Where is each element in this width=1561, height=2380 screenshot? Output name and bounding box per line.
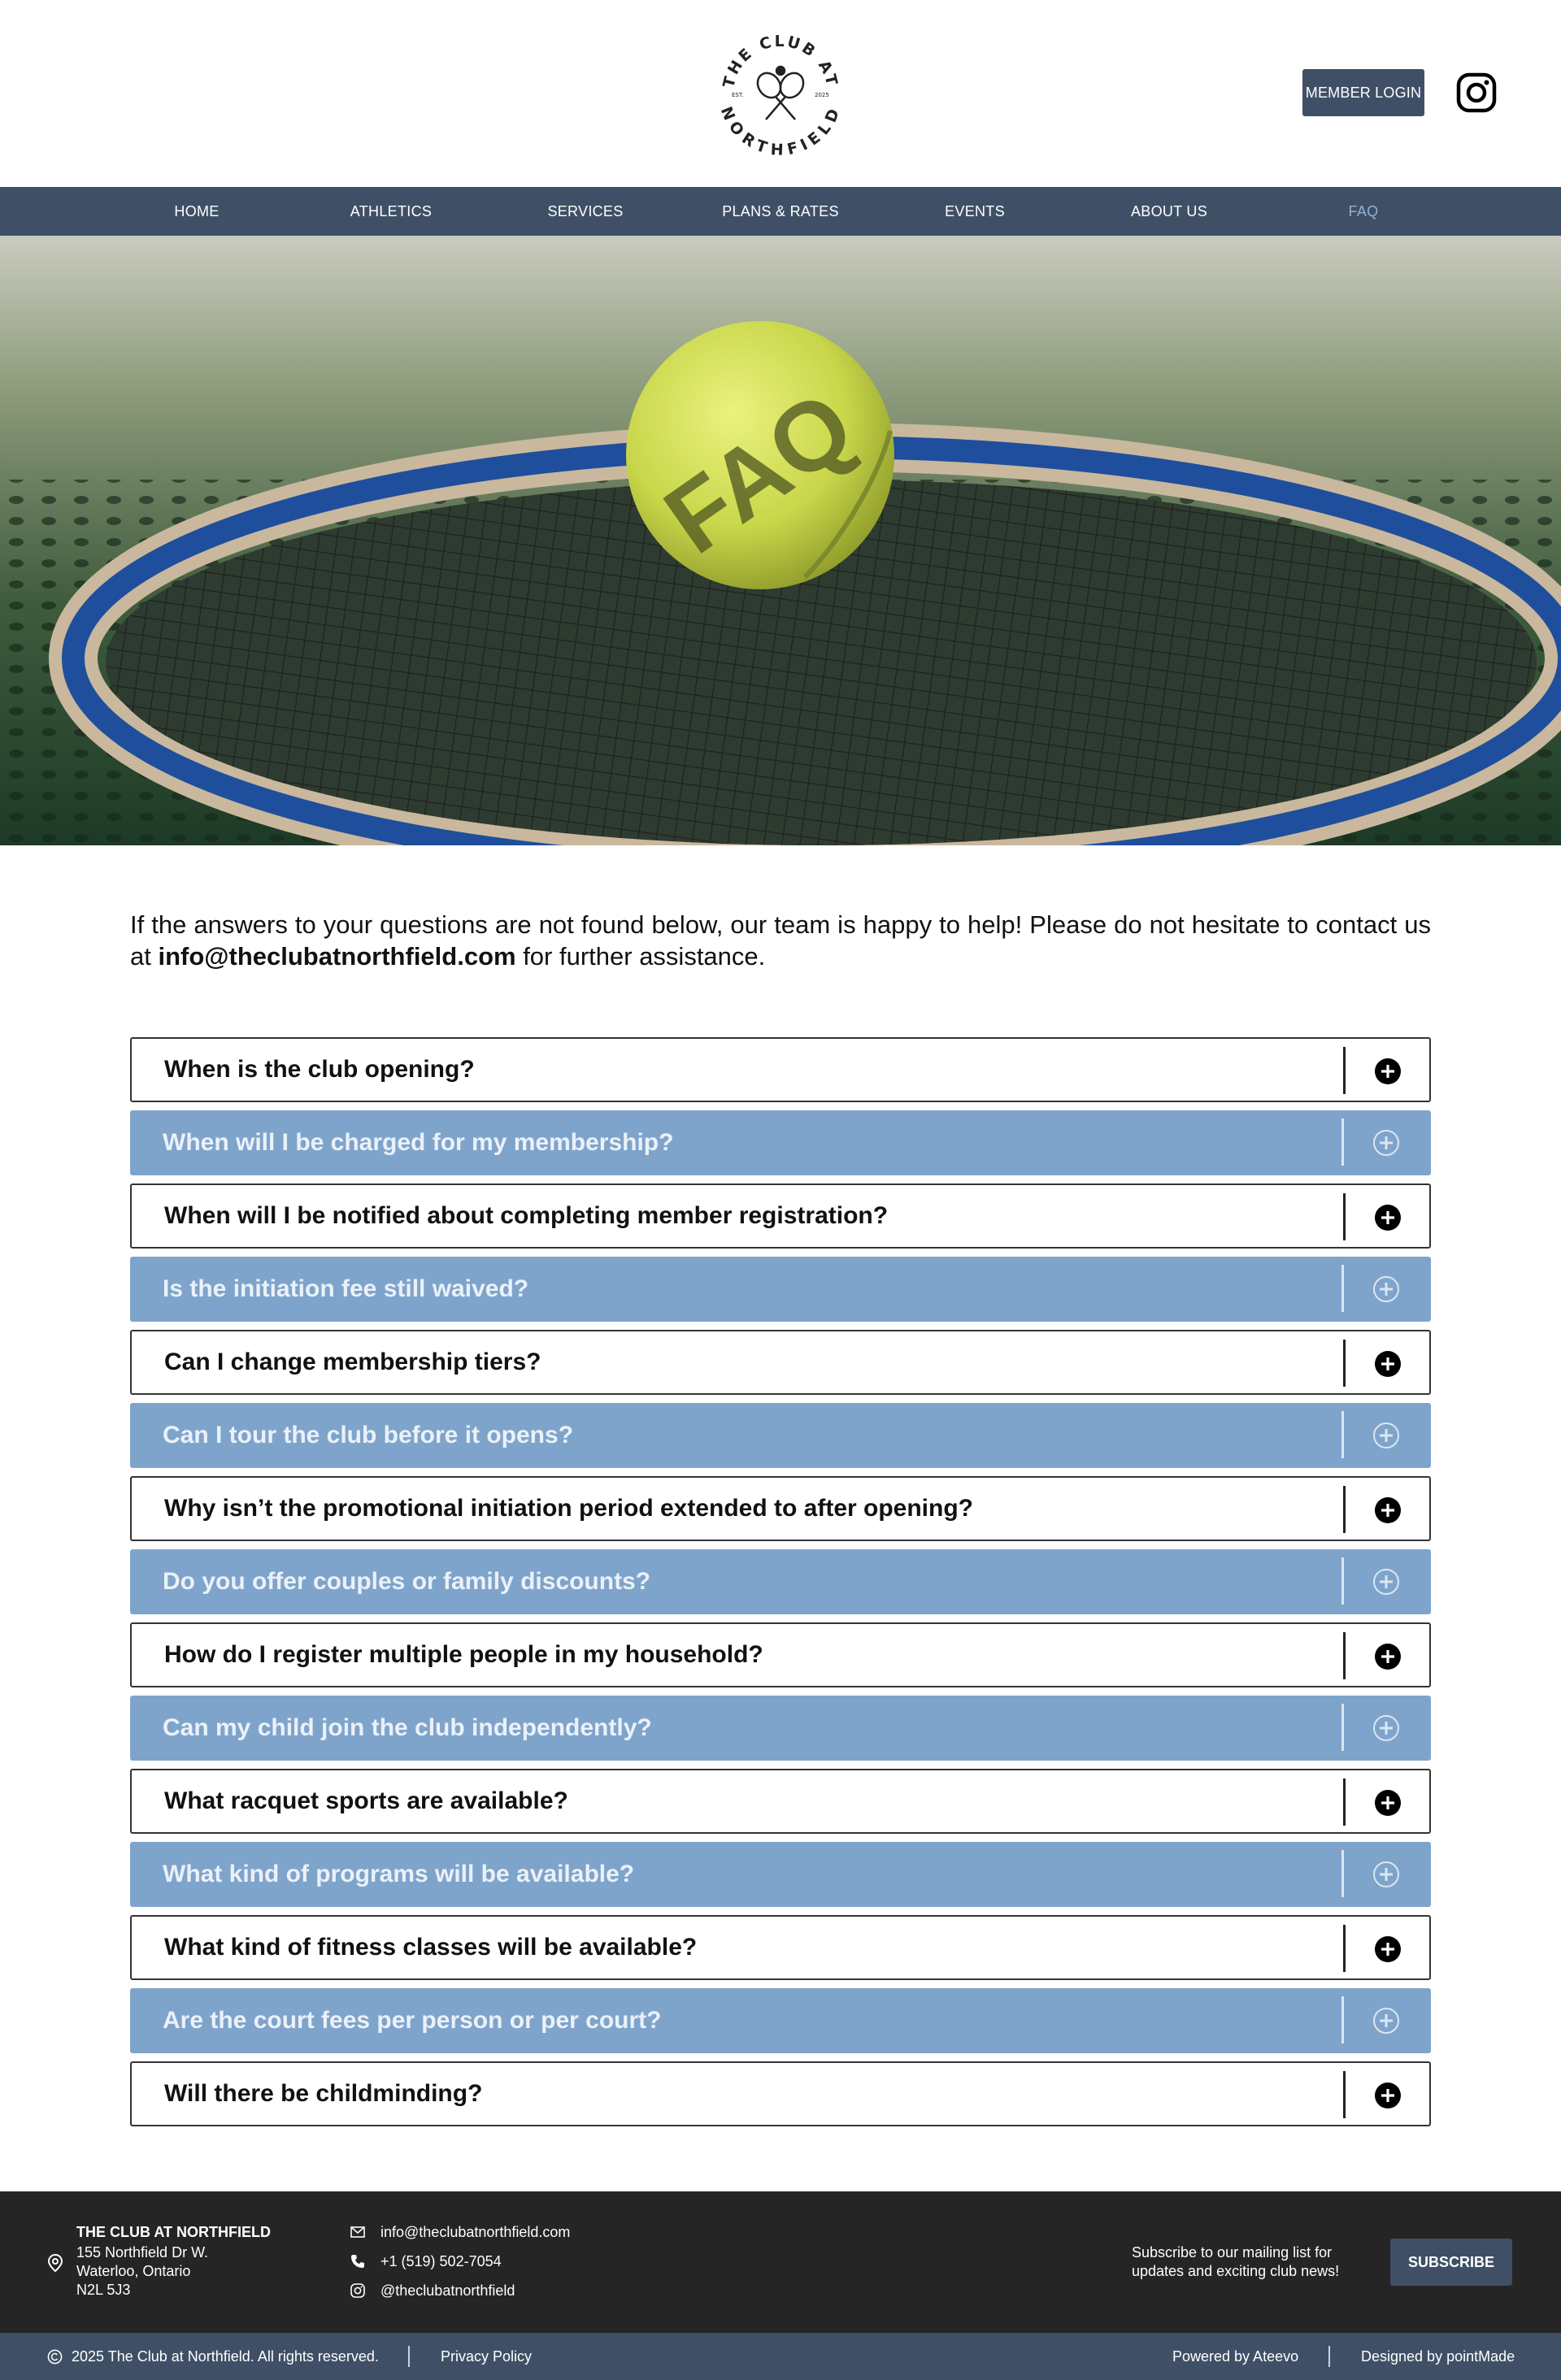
logo-arc-top: THE CLUB AT: [720, 32, 841, 90]
faq-question: Will there be childminding?: [164, 2080, 483, 2107]
faq-divider: [1341, 1704, 1344, 1751]
footer-email-link[interactable]: info@theclubatnorthfield.com: [380, 2224, 571, 2240]
intro-text-after: for further assistance.: [515, 942, 766, 971]
svg-text:THE CLUB AT: [720, 33, 841, 89]
faq-question: Do you offer couples or family discounts?: [163, 1568, 651, 1595]
plus-circle-icon[interactable]: [1372, 1422, 1400, 1449]
faq-item[interactable]: [130, 1257, 1431, 1322]
address-line: 155 Northfield Dr W.: [76, 2244, 209, 2261]
plus-circle-icon[interactable]: [1374, 1350, 1402, 1378]
faq-item[interactable]: [130, 1549, 1431, 1614]
crossed-racquets-icon: [753, 67, 808, 119]
plus-circle-icon[interactable]: [1374, 1496, 1402, 1524]
instagram-icon[interactable]: [1455, 72, 1498, 114]
faq-item[interactable]: [130, 1403, 1431, 1468]
faq-question: Is the initiation fee still waived?: [163, 1275, 529, 1302]
nav-item-plans-rates[interactable]: PLANS & RATES: [722, 202, 839, 219]
footer-bottom-bar: [0, 2333, 1561, 2380]
faq-question: What kind of programs will be available?: [163, 1861, 635, 1887]
faq-question: When will I be charged for my membership?: [163, 1129, 674, 1156]
subscribe-button[interactable]: SUBSCRIBE: [1390, 2239, 1512, 2286]
faq-item[interactable]: [130, 1476, 1431, 1541]
faq-divider: [1343, 1340, 1346, 1387]
intro-text-before: If the answers to your questions are not found below, our team is happy to help! Please do not hesitate to contact us at: [130, 910, 1431, 971]
faq-divider: [1341, 1557, 1344, 1605]
designed-by-link[interactable]: Designed by pointMade: [1361, 2347, 1515, 2365]
site-header: [0, 0, 1561, 187]
faq-divider: [1341, 1996, 1344, 2043]
subscribe-text: Subscribe to our mailing list for updates and exciting club news!: [1132, 2244, 1340, 2279]
location-pin-icon: [47, 2253, 63, 2273]
faq-item[interactable]: [130, 1330, 1431, 1395]
svg-text:NORTHFIELD: [717, 104, 844, 159]
nav-item-faq[interactable]: FAQ: [1348, 202, 1379, 219]
plus-circle-icon[interactable]: [1374, 1643, 1402, 1670]
logo-arc-bottom: NORTHFIELD: [716, 104, 845, 159]
faq-question: What kind of fitness classes will be available?: [164, 1934, 698, 1961]
faq-divider: [1341, 1118, 1344, 1166]
faq-divider: [1343, 1486, 1346, 1533]
faq-item[interactable]: [130, 2061, 1431, 2126]
faq-item[interactable]: [130, 1037, 1431, 1102]
nav-item-athletics[interactable]: ATHLETICS: [350, 202, 433, 219]
faq-question: When will I be notified about completing member registration?: [164, 1202, 889, 1229]
faq-question: Can my child join the club independently?: [163, 1714, 652, 1741]
plus-circle-icon[interactable]: [1374, 1204, 1402, 1231]
faq-divider: [1341, 1265, 1344, 1312]
faq-question: How do I register multiple people in my household?: [164, 1641, 763, 1668]
mail-icon: [350, 2224, 366, 2240]
phone-icon: [350, 2253, 366, 2269]
faq-question: Why isn’t the promotional initiation period extended to after opening?: [164, 1495, 973, 1522]
faq-question: Can I change membership tiers?: [164, 1349, 541, 1375]
faq-item[interactable]: [130, 1842, 1431, 1907]
footer-divider: [1328, 2346, 1330, 2367]
logo-year: 2025: [815, 92, 829, 98]
nav-item-home[interactable]: HOME: [174, 202, 220, 219]
faq-item[interactable]: [130, 1622, 1431, 1687]
plus-circle-icon[interactable]: [1372, 1129, 1400, 1157]
ball-faq-text: FAQ: [646, 370, 873, 575]
faq-divider: [1341, 1850, 1344, 1897]
faq-intro: [130, 909, 1431, 972]
plus-circle-icon[interactable]: [1374, 1058, 1402, 1085]
powered-by-link[interactable]: Powered by Ateevo: [1172, 2347, 1299, 2365]
faq-divider: [1343, 2071, 1346, 2118]
faq-divider: [1343, 1925, 1346, 1972]
faq-item[interactable]: [130, 1183, 1431, 1249]
plus-circle-icon[interactable]: [1372, 1714, 1400, 1742]
privacy-policy-link[interactable]: Privacy Policy: [441, 2347, 533, 2365]
faq-question: Are the court fees per person or per court?: [163, 2007, 662, 2034]
site-footer: [0, 2191, 1561, 2333]
plus-circle-icon[interactable]: [1372, 1568, 1400, 1596]
faq-question: What racquet sports are available?: [164, 1787, 568, 1814]
footer-instagram-link[interactable]: @theclubatnorthfield: [380, 2282, 515, 2299]
faq-divider: [1343, 1778, 1346, 1826]
plus-circle-icon[interactable]: [1372, 1861, 1400, 1888]
copyright-text: 2025 The Club at Northfield. All rights reserved.: [72, 2347, 379, 2365]
logo-est: EST.: [732, 92, 744, 98]
faq-item[interactable]: [130, 1696, 1431, 1761]
faq-item[interactable]: [130, 1110, 1431, 1175]
nav-item-events[interactable]: EVENTS: [945, 202, 1005, 219]
plus-circle-icon[interactable]: [1374, 2082, 1402, 2109]
faq-divider: [1343, 1193, 1346, 1240]
faq-item[interactable]: [130, 1915, 1431, 1980]
footer-phone-link[interactable]: +1 (519) 502-7054: [380, 2253, 502, 2269]
nav-item-about-us[interactable]: ABOUT US: [1130, 202, 1208, 219]
nav-item-services[interactable]: SERVICES: [547, 202, 624, 219]
plus-circle-icon[interactable]: [1374, 1789, 1402, 1817]
faq-item[interactable]: [130, 1769, 1431, 1834]
plus-circle-icon[interactable]: [1372, 1275, 1400, 1303]
member-login-button[interactable]: MEMBER LOGIN: [1302, 69, 1424, 116]
main-nav: [0, 187, 1561, 236]
plus-circle-icon[interactable]: [1374, 1935, 1402, 1963]
copyright-icon: [47, 2349, 63, 2365]
club-logo[interactable]: [715, 28, 846, 159]
instagram-icon: [350, 2282, 366, 2299]
footer-address: [76, 2243, 208, 2300]
faq-question: When is the club opening?: [164, 1056, 475, 1083]
footer-club-name: THE CLUB AT NORTHFIELD: [76, 2224, 271, 2240]
hero-image: [0, 236, 1561, 845]
faq-divider: [1343, 1632, 1346, 1679]
tennis-ball-racquet-image: [0, 236, 1561, 845]
address-line: Waterloo, Ontario: [76, 2263, 191, 2279]
footer-divider: [408, 2346, 410, 2367]
plus-circle-icon[interactable]: [1372, 2007, 1400, 2035]
address-line: N2L 5J3: [76, 2282, 131, 2298]
faq-item[interactable]: [130, 1988, 1431, 2053]
intro-email-link[interactable]: info@theclubatnorthfield.com: [158, 942, 516, 971]
faq-question: Can I tour the club before it opens?: [163, 1422, 574, 1448]
faq-divider: [1341, 1411, 1344, 1458]
faq-divider: [1343, 1047, 1346, 1094]
